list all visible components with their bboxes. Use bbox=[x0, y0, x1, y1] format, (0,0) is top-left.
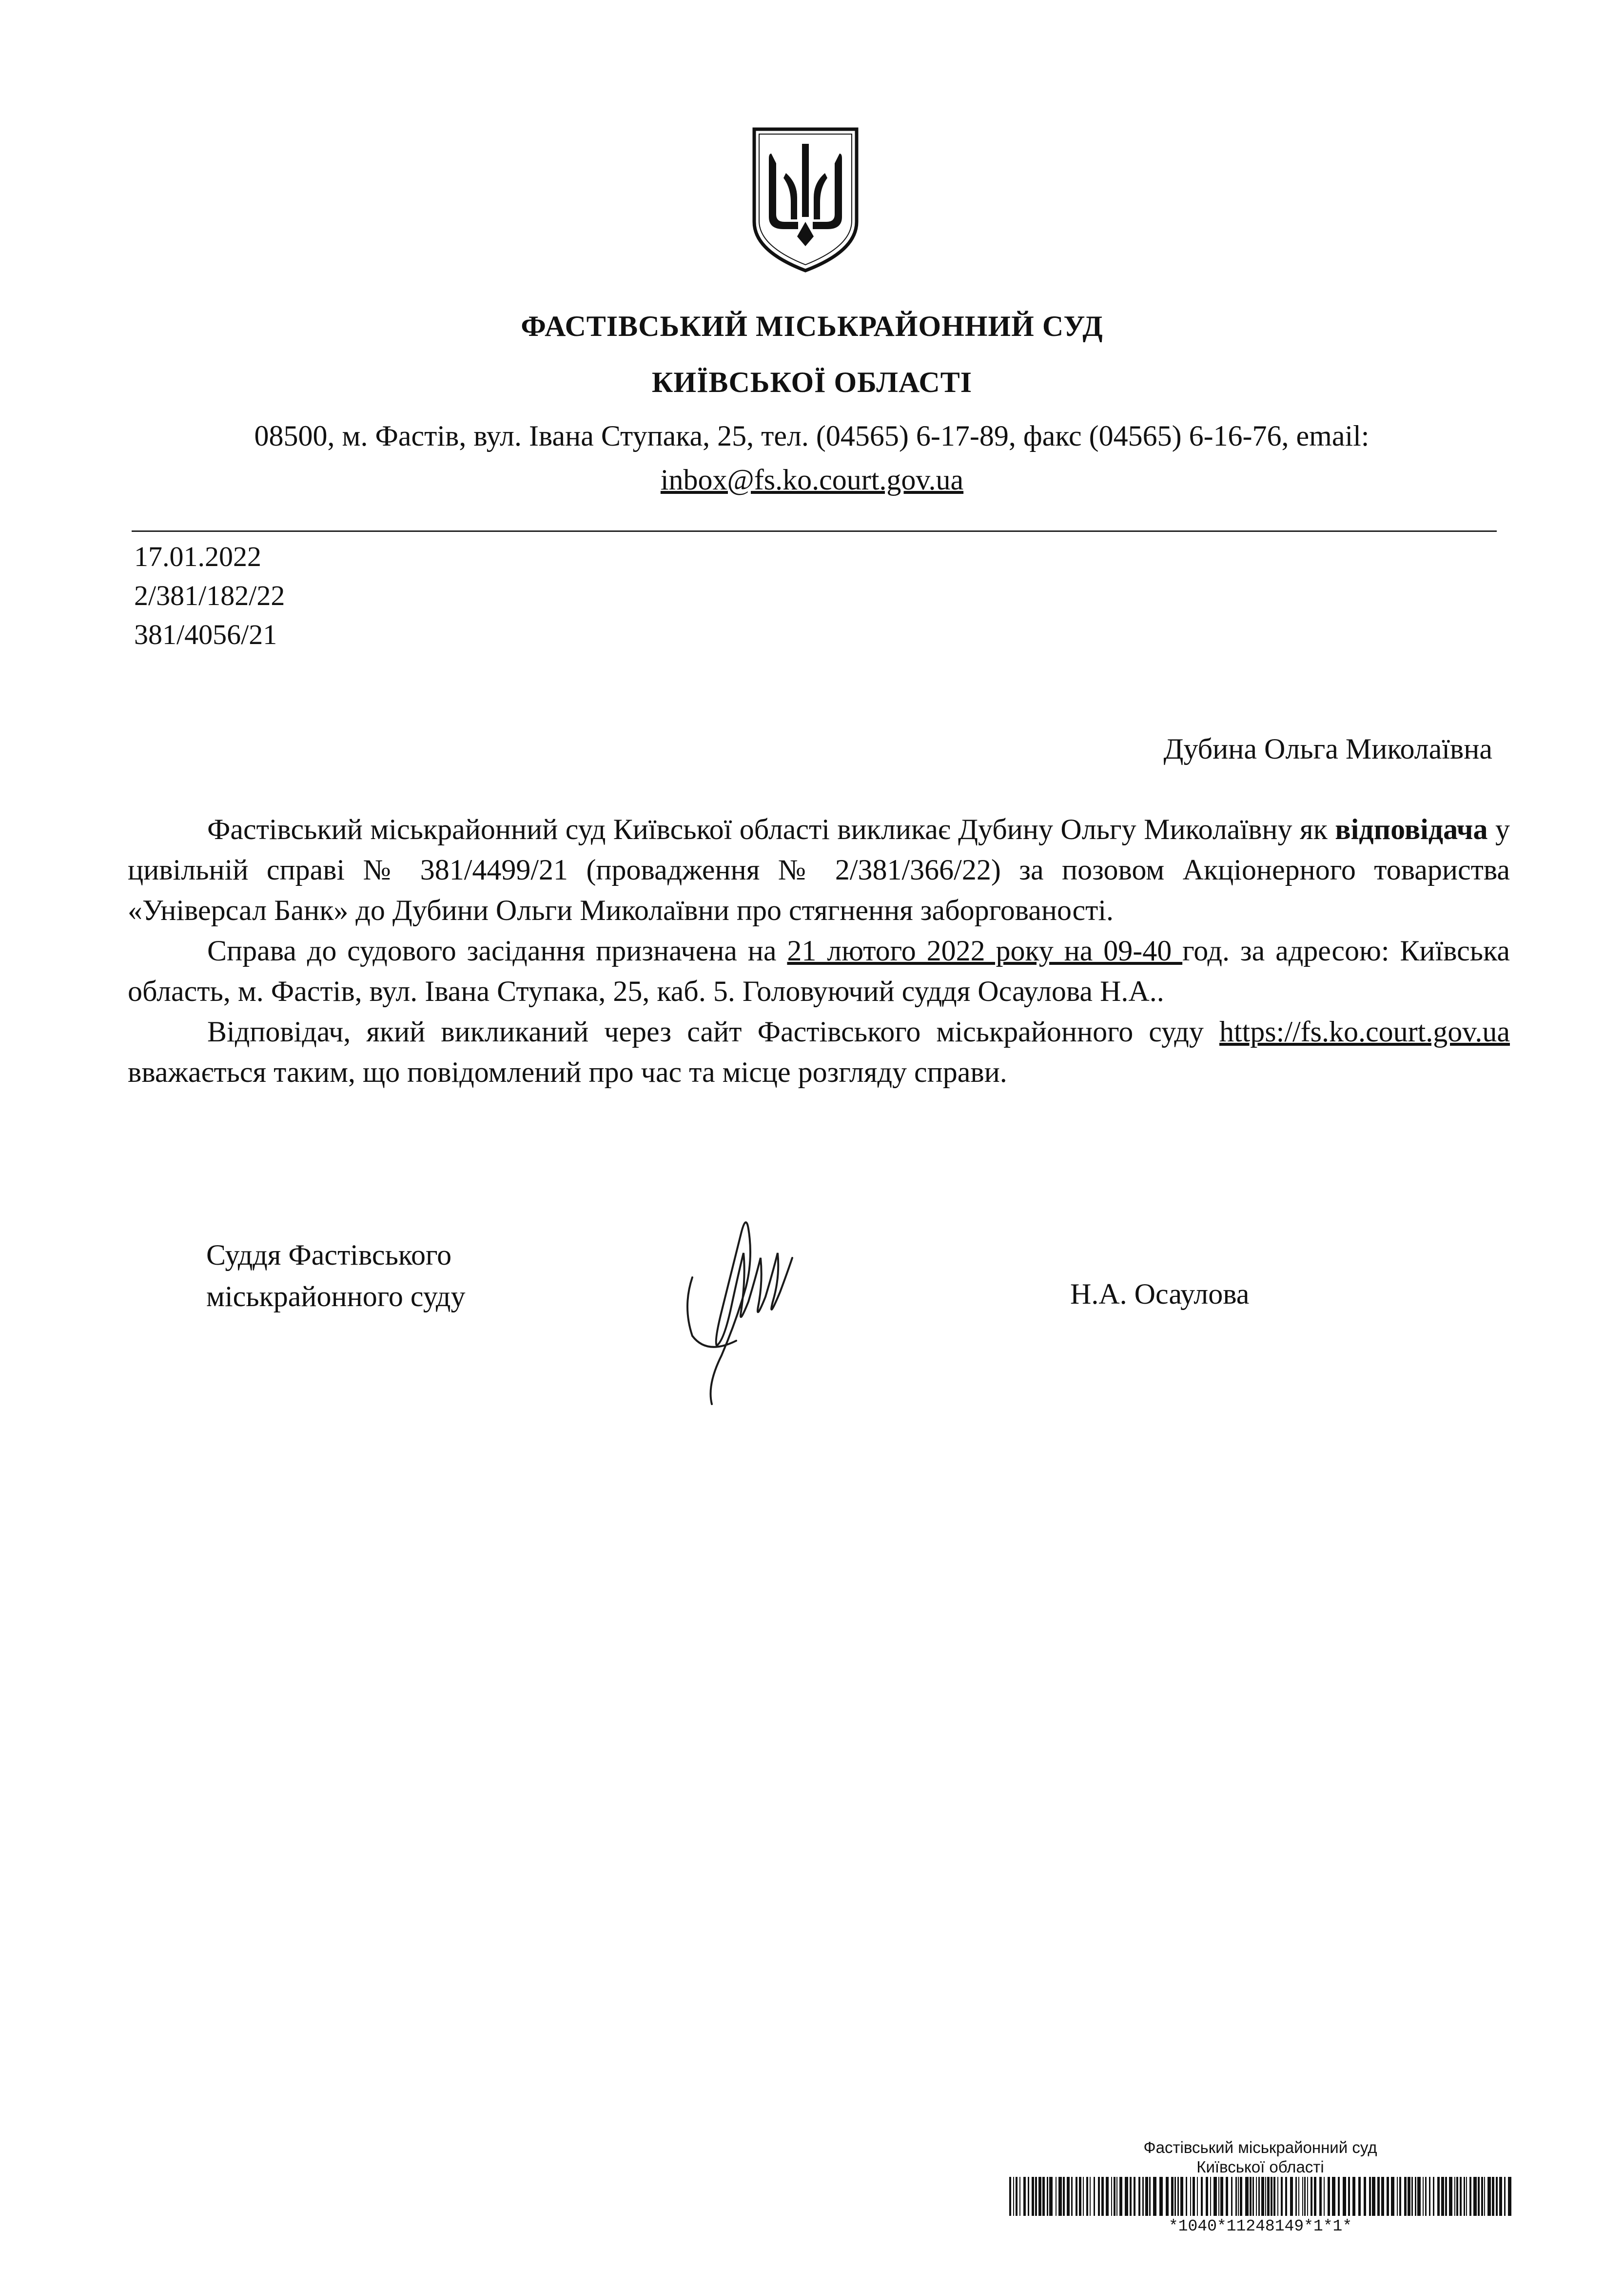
judge-title: Суддя Фастівського міськрайонного суду bbox=[206, 1239, 466, 1312]
barcode-bar bbox=[1256, 2177, 1257, 2216]
outgoing-number: 2/381/182/22 bbox=[134, 580, 285, 611]
email-link[interactable]: inbox@fs.ko.court.gov.ua bbox=[660, 464, 964, 496]
barcode-bar bbox=[1508, 2177, 1511, 2216]
barcode-bar bbox=[1149, 2177, 1151, 2216]
barcode-bar bbox=[1302, 2177, 1303, 2216]
barcode-bar bbox=[1171, 2177, 1174, 2216]
barcode-bar bbox=[1028, 2177, 1029, 2216]
barcode-bar bbox=[1281, 2177, 1283, 2216]
barcode-bar bbox=[1285, 2177, 1287, 2216]
barcode-bar bbox=[1235, 2177, 1237, 2216]
barcode-bar bbox=[1058, 2177, 1062, 2216]
barcode-bar bbox=[1492, 2177, 1494, 2216]
barcode-bar bbox=[1377, 2177, 1380, 2216]
barcode-bar bbox=[1399, 2177, 1401, 2216]
recipient-name: Дубина Ольга Миколаївна bbox=[1163, 733, 1492, 765]
barcode-bar bbox=[1145, 2177, 1148, 2216]
barcode-bar bbox=[1016, 2177, 1017, 2216]
barcode-bar bbox=[1499, 2177, 1502, 2216]
barcode-bar bbox=[1049, 2177, 1053, 2216]
barcode-bar bbox=[1504, 2177, 1506, 2216]
barcode-bar bbox=[1079, 2177, 1081, 2216]
court-name-line2: КИЇВСЬКОЇ ОБЛАСТІ bbox=[651, 366, 973, 398]
barcode-bar bbox=[1338, 2177, 1340, 2216]
barcode-bar bbox=[1035, 2177, 1037, 2216]
registry-stamp: Фастівський міськрайонний суд Київської області bbox=[1143, 2138, 1377, 2176]
barcode-bar bbox=[1086, 2177, 1088, 2216]
barcode-bar bbox=[1042, 2177, 1045, 2216]
coat-of-arms-emblem bbox=[749, 124, 861, 275]
barcode-bar bbox=[1220, 2177, 1223, 2216]
barcode-bar bbox=[1231, 2177, 1233, 2216]
barcode-bar bbox=[1116, 2177, 1117, 2216]
letter-body bbox=[128, 809, 1510, 1093]
barcode-bar bbox=[1119, 2177, 1122, 2216]
barcode-bar bbox=[1332, 2177, 1335, 2216]
barcode-bar bbox=[1445, 2177, 1447, 2216]
barcode-bar bbox=[1466, 2177, 1467, 2216]
barcode-bar bbox=[1441, 2177, 1444, 2216]
court-name-line1: ФАСТІВСЬКИЙ МІСЬКРАЙОННИЙ СУД bbox=[521, 310, 1103, 342]
barcode-bar bbox=[1210, 2177, 1211, 2216]
barcode-bar bbox=[1358, 2177, 1361, 2216]
barcode-bar bbox=[1094, 2177, 1095, 2216]
barcode-bar bbox=[1130, 2177, 1132, 2216]
barcode-bar bbox=[1487, 2177, 1491, 2216]
barcode-bar bbox=[1106, 2177, 1109, 2216]
barcode-bar bbox=[1290, 2177, 1293, 2216]
barcode-bar bbox=[1258, 2177, 1260, 2216]
barcode-bar bbox=[1098, 2177, 1100, 2216]
barcode-bar bbox=[1174, 2177, 1176, 2216]
barcode-bar bbox=[1404, 2177, 1407, 2216]
paragraph-notice: Відповідач, який викликаний через сайт Фастівського міськрайонного суду https://fs.ko.court.gov.ua вважається таким, що повідомлений про час та місце розгляду справи. bbox=[128, 1016, 1510, 1088]
barcode-bar bbox=[1369, 2177, 1371, 2216]
barcode-bar bbox=[1454, 2177, 1455, 2216]
barcode-bar bbox=[1265, 2177, 1266, 2216]
barcode-bar bbox=[1449, 2177, 1452, 2216]
barcode-bar bbox=[1314, 2177, 1316, 2216]
barcode-bar bbox=[1324, 2177, 1325, 2216]
barcode-bar bbox=[1071, 2177, 1073, 2216]
barcode-bar bbox=[1397, 2177, 1398, 2216]
barcode-bar bbox=[1197, 2177, 1198, 2216]
barcode-bar bbox=[1415, 2177, 1416, 2216]
barcode-bar bbox=[1311, 2177, 1312, 2216]
barcode-bar bbox=[1352, 2177, 1355, 2216]
barcode-bar bbox=[1267, 2177, 1270, 2216]
barcode-bar bbox=[1277, 2177, 1278, 2216]
barcode-bar bbox=[1298, 2177, 1299, 2216]
barcode-bar bbox=[1142, 2177, 1144, 2216]
barcode-bar bbox=[1240, 2177, 1242, 2216]
barcode-bar bbox=[1252, 2177, 1254, 2216]
barcode-bar bbox=[1423, 2177, 1424, 2216]
barcode-bar bbox=[1425, 2177, 1427, 2216]
barcode-bar bbox=[1417, 2177, 1421, 2216]
barcode-bar bbox=[1496, 2177, 1498, 2216]
barcode-bar bbox=[1469, 2177, 1471, 2216]
barcode-bar bbox=[1047, 2177, 1048, 2216]
barcode-bar bbox=[1166, 2177, 1169, 2216]
barcode-bar bbox=[1473, 2177, 1477, 2216]
barcode-bar bbox=[1159, 2177, 1163, 2216]
barcode-bar bbox=[1153, 2177, 1156, 2216]
barcode-bar bbox=[1177, 2177, 1179, 2216]
barcode-bar bbox=[1206, 2177, 1208, 2216]
barcode-bar bbox=[1090, 2177, 1091, 2216]
barcode-bar bbox=[1307, 2177, 1308, 2216]
barcode-bar bbox=[1429, 2177, 1430, 2216]
barcode-bar bbox=[1193, 2177, 1195, 2216]
barcode-bar bbox=[1343, 2177, 1346, 2216]
role-defendant: відповідача bbox=[1335, 813, 1488, 845]
barcode-bar bbox=[1056, 2177, 1057, 2216]
judge-name: Н.А. Осаулова bbox=[1070, 1278, 1250, 1310]
barcode-bar bbox=[1304, 2177, 1306, 2216]
barcode-bar bbox=[1226, 2177, 1228, 2216]
barcode-bar bbox=[1319, 2177, 1322, 2216]
barcode-bar bbox=[1391, 2177, 1394, 2216]
barcode-bar bbox=[1372, 2177, 1375, 2216]
hearing-date: 21 лютого 2022 року на 09-40 bbox=[787, 935, 1183, 967]
paragraph-summons: Фастівський міськрайонний суд Київської області викликає Дубину Ольгу Миколаївну як відповідача у цивільній справі № 381/4499/21 (провадження № 2/381/366/22) за позовом Акціонерного товариства «Універсал Банк» до Дубини Ольги Миколаївни про стягнення заборгованості. bbox=[128, 813, 1510, 926]
court-website-link[interactable]: https://fs.ko.court.gov.ua bbox=[1219, 1016, 1510, 1048]
barcode-bar bbox=[1381, 2177, 1384, 2216]
barcode-bar bbox=[1114, 2177, 1115, 2216]
barcode-bar bbox=[1408, 2177, 1410, 2216]
document-date: 17.01.2022 bbox=[134, 541, 261, 572]
barcode-bar bbox=[1009, 2177, 1011, 2216]
barcode-bar bbox=[1433, 2177, 1434, 2216]
barcode-bar bbox=[1134, 2177, 1135, 2216]
barcode-bar bbox=[1464, 2177, 1465, 2216]
barcode-bar bbox=[1019, 2177, 1020, 2216]
barcode-bar bbox=[1245, 2177, 1249, 2216]
barcode-bar bbox=[1364, 2177, 1366, 2216]
barcode-bar bbox=[1186, 2177, 1187, 2216]
barcode-bar bbox=[1411, 2177, 1413, 2216]
barcode-bar bbox=[1273, 2177, 1275, 2216]
barcode-bar bbox=[1101, 2177, 1104, 2216]
barcode-bar bbox=[1190, 2177, 1191, 2216]
barcode-bar bbox=[1063, 2177, 1065, 2216]
barcode-bar bbox=[1076, 2177, 1077, 2216]
barcode-bar bbox=[1295, 2177, 1297, 2216]
barcode-bar bbox=[1271, 2177, 1272, 2216]
case-number: 381/4056/21 bbox=[134, 619, 277, 650]
barcode-bar bbox=[1201, 2177, 1203, 2216]
barcode-bar bbox=[1250, 2177, 1252, 2216]
barcode-bar bbox=[1032, 2177, 1034, 2216]
barcode-bar bbox=[1213, 2177, 1217, 2216]
barcode-bar bbox=[1083, 2177, 1084, 2216]
barcode-bar bbox=[1013, 2177, 1014, 2216]
barcode-bar bbox=[1138, 2177, 1140, 2216]
barcode-bar bbox=[1038, 2177, 1041, 2216]
barcode-bar bbox=[1456, 2177, 1458, 2216]
barcode-bar bbox=[1387, 2177, 1389, 2216]
barcode-bar bbox=[1484, 2177, 1485, 2216]
barcode-bar bbox=[1238, 2177, 1239, 2216]
barcode-bar bbox=[1460, 2177, 1462, 2216]
barcode-bar bbox=[1180, 2177, 1183, 2216]
barcode-bar bbox=[1348, 2177, 1350, 2216]
barcode-bar bbox=[1111, 2177, 1112, 2216]
court-email bbox=[0, 463, 1624, 497]
handwritten-signature bbox=[663, 1199, 809, 1414]
barcode-bar bbox=[1067, 2177, 1070, 2216]
paragraph-hearing: Справа до судового засідання призначена на 21 лютого 2022 року на 09-40 год. за адресою: Київська область, м. Фастів, вул. Івана Ступака, 25, каб. 5. Головуючий суддя Осаулова Н.А.. bbox=[128, 935, 1510, 1007]
court-address: 08500, м. Фастів, вул. Івана Ступака, 25, тел. (04565) 6-17-89, факс (04565) 6-16-76, email: bbox=[254, 420, 1370, 452]
barcode-bar bbox=[1481, 2177, 1483, 2216]
header-divider bbox=[132, 530, 1497, 532]
barcode bbox=[1009, 2177, 1511, 2216]
barcode-bar bbox=[1328, 2177, 1330, 2216]
barcode-number: *1040*11248149*1*1* bbox=[1168, 2217, 1352, 2235]
barcode-bar bbox=[1125, 2177, 1128, 2216]
barcode-bar bbox=[1478, 2177, 1480, 2216]
barcode-bar bbox=[1261, 2177, 1264, 2216]
barcode-bar bbox=[1218, 2177, 1219, 2216]
barcode-bar bbox=[1023, 2177, 1026, 2216]
barcode-bar bbox=[1437, 2177, 1440, 2216]
